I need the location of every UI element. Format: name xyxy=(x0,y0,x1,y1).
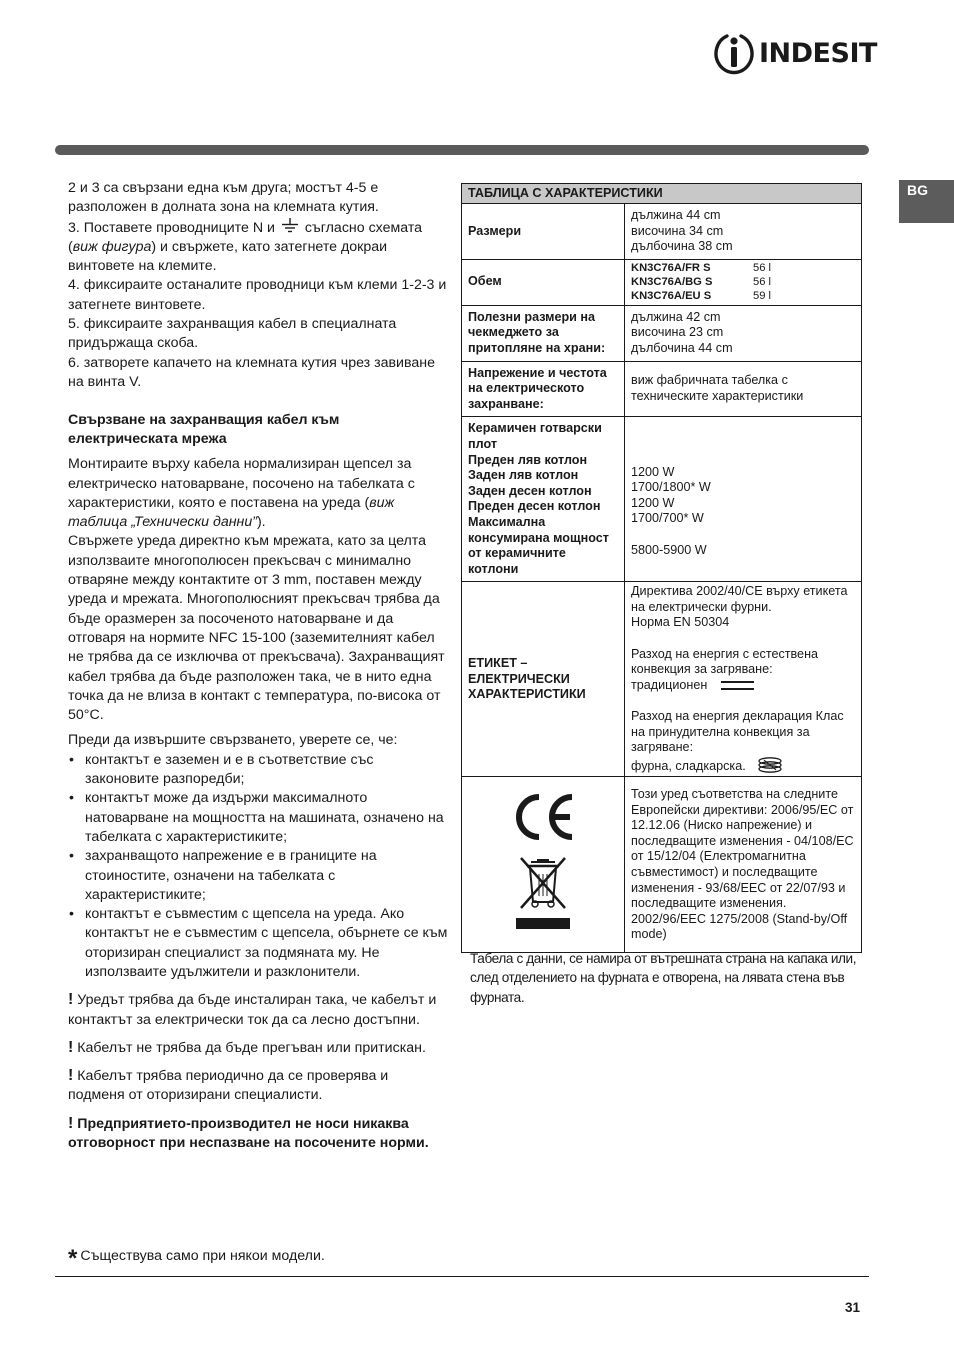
dimensions-label: Размери xyxy=(462,204,625,260)
table-row xyxy=(462,777,862,953)
paragraph-checklist-intro: Преди да извършите свързването, уверете се, че: xyxy=(68,732,398,749)
list-item: • контактът може да издържи максималното натоварване на мощността на машината, означено на табелката с характеристиките; xyxy=(68,789,448,847)
voltage-label: Напрежение и честота на електрическото захранване: xyxy=(462,361,625,417)
footer-divider xyxy=(55,1276,869,1277)
warning-1: ! Уредът трябва да бъде инсталиран така, че кабелът и контактът за електрически ток да са лесно достъпни. xyxy=(68,991,437,1028)
specifications-table xyxy=(461,183,862,953)
volume-values: KN3C76A/FR S 56 l KN3C76A/BG S 56 l KN3C76A/EU S 59 l xyxy=(625,259,862,305)
list-item: • контактът е съвместим с щепсела на уреда. Ако контактът не е съвместим с щепсела, обърнете се към оторизиран специалист за подмяната му. Не използваите удължители и разклонители. xyxy=(68,905,448,982)
drawer-values: дължина 42 cm височина 23 cm дълбочина 44 cm xyxy=(625,305,862,361)
drawer-label: Полезни размери на чекмеджето за притопляне на храни: xyxy=(462,305,625,361)
list-item: • контактът е заземен и е в съответствие със законовите разпоредби; xyxy=(68,751,448,790)
certification-marks xyxy=(462,777,625,953)
hob-values: 1200 W 1700/1800* W 1200 W 1700/700* W 5800-5900 W xyxy=(625,417,862,582)
dimensions-values: дължина 44 cm височина 34 cm дълбочина 38 cm xyxy=(625,204,862,260)
left-column xyxy=(68,179,448,1153)
table-row xyxy=(462,417,862,582)
pastry-oven-icon xyxy=(757,756,783,774)
table-title: ТАБЛИЦА С ХАРАКТЕРИСТИКИ xyxy=(462,184,862,204)
paragraph-plug: Монтираите върху кабела нормализиран щепсел за електрическо натоварване, посочено на табелката с характеристики, която е поставена на уреда (виж таблица „Технически данни”). xyxy=(68,456,415,531)
page-number: 31 xyxy=(845,1300,861,1315)
ce-mark-icon xyxy=(508,791,578,843)
directives-text: Този уред съответства на следните Европейски директиви: 2006/95/EC от 12.12.06 (Ниско напрежение) и последващите изменения - 04/108/EC от 15/12/04 (Електромагнитна съвместимост) и последващите изменения - 93/68/EEC от 22/07/93 и последващите изменения. 2002/96/EEC 1275/2008 (Stand-by/Off mode) xyxy=(625,777,862,953)
indesit-logo xyxy=(714,30,877,76)
footnote: * Съществува само при някои модели. xyxy=(68,1245,325,1272)
rating-plate-note: Табела с данни, се намира от вътрешната страна на капака или, след отделението на фурната е отворена, на лявата стена във фурната. xyxy=(470,951,857,1005)
header-divider xyxy=(55,145,869,155)
table-row xyxy=(462,204,862,260)
weee-bin-icon xyxy=(513,856,573,934)
paragraph-step-5: 5. фиксираите захранващия кабел в специалната придържаща скоба. xyxy=(68,316,397,352)
table-row xyxy=(462,361,862,417)
warning-4: ! Предприятието-производител не носи никаква отговорност при неспазване на посочените норми. xyxy=(68,1114,429,1152)
indesit-logo-mark-icon xyxy=(714,30,754,76)
energy-class-line-icon xyxy=(721,681,754,690)
hob-labels: Керамичен готварски плот Преден ляв котлон Заден ляв котлон Заден десен котлон Преден десен котлон Максимална консумирана мощност от керамичните котлони xyxy=(462,417,625,582)
warning-3: ! Кабелът трябва периодично да се проверява и подменя от оторизирани специалисти. xyxy=(68,1067,389,1104)
language-tab: BG xyxy=(899,180,954,223)
volume-label: Обем xyxy=(462,259,625,305)
table-row xyxy=(462,305,862,361)
table-row xyxy=(462,259,862,305)
voltage-value: виж фабричната табелка с техническите характеристики xyxy=(625,361,862,417)
ground-symbol-icon xyxy=(281,218,299,234)
paragraph-direct-connection: Свържете уреда директно към мрежата, като за целта използваите многополюсен прекъсвач с минимално отваряне между контактите от 3 mm, поставен между уреда и мрежата. Многополюсният прекъсвач трябва да бъде оразмерен за посоченото натоварване и да отговаря на нормите NFC 15-100 (заземителният кабел не трябва да се изключва от прекъсвача). Захранващият кабел трябва да бъде разположен така, че в нито една точка да не влиза в контакт с температура, по-висока от 50°C. xyxy=(68,533,445,724)
paragraph-step-3: 3. Поставете проводниците N и съгласно схемата (виж фигура) и свържете, като затегнете докраи винтовете на клемите. xyxy=(68,219,423,275)
paragraph-step-4: 4. фиксираите останалите проводници към клеми 1-2-3 и затегнете винтовете. xyxy=(68,277,447,313)
paragraph-step-6: 6. затворете капачето на клемната кутия чрез завиване на винта V. xyxy=(68,354,435,390)
paragraph-terminal-bridge: 2 и 3 са свързани една към друга; мостът 4-5 е разположен в долната зона на клемната кутия. xyxy=(68,180,379,216)
warning-2: ! Кабелът не трябва да бъде прегъван или притискан. xyxy=(68,1038,426,1056)
energy-label-title: ЕТИКЕТ – ЕЛЕКТРИЧЕСКИ ХАРАКТЕРИСТИКИ xyxy=(462,582,625,777)
checklist xyxy=(68,751,448,983)
energy-label-values: Директива 2002/40/CE върху етикета на електрически фурни. Норма EN 50304 Разход на енергия с естествена конвекция за загряване: традиционен Разход на енергия декларация Клас на принудителна конвекция за загряване: фурна, сладкарска. xyxy=(625,582,862,777)
section-heading: Свързване на захранващия кабел към електрическата мрежа xyxy=(68,412,340,448)
list-item: • захранващото напрежение е в границите на стоиностите, означени на табелката с характеристиките; xyxy=(68,847,448,905)
table-row xyxy=(462,582,862,777)
brand-name: INDESIT xyxy=(759,37,877,69)
